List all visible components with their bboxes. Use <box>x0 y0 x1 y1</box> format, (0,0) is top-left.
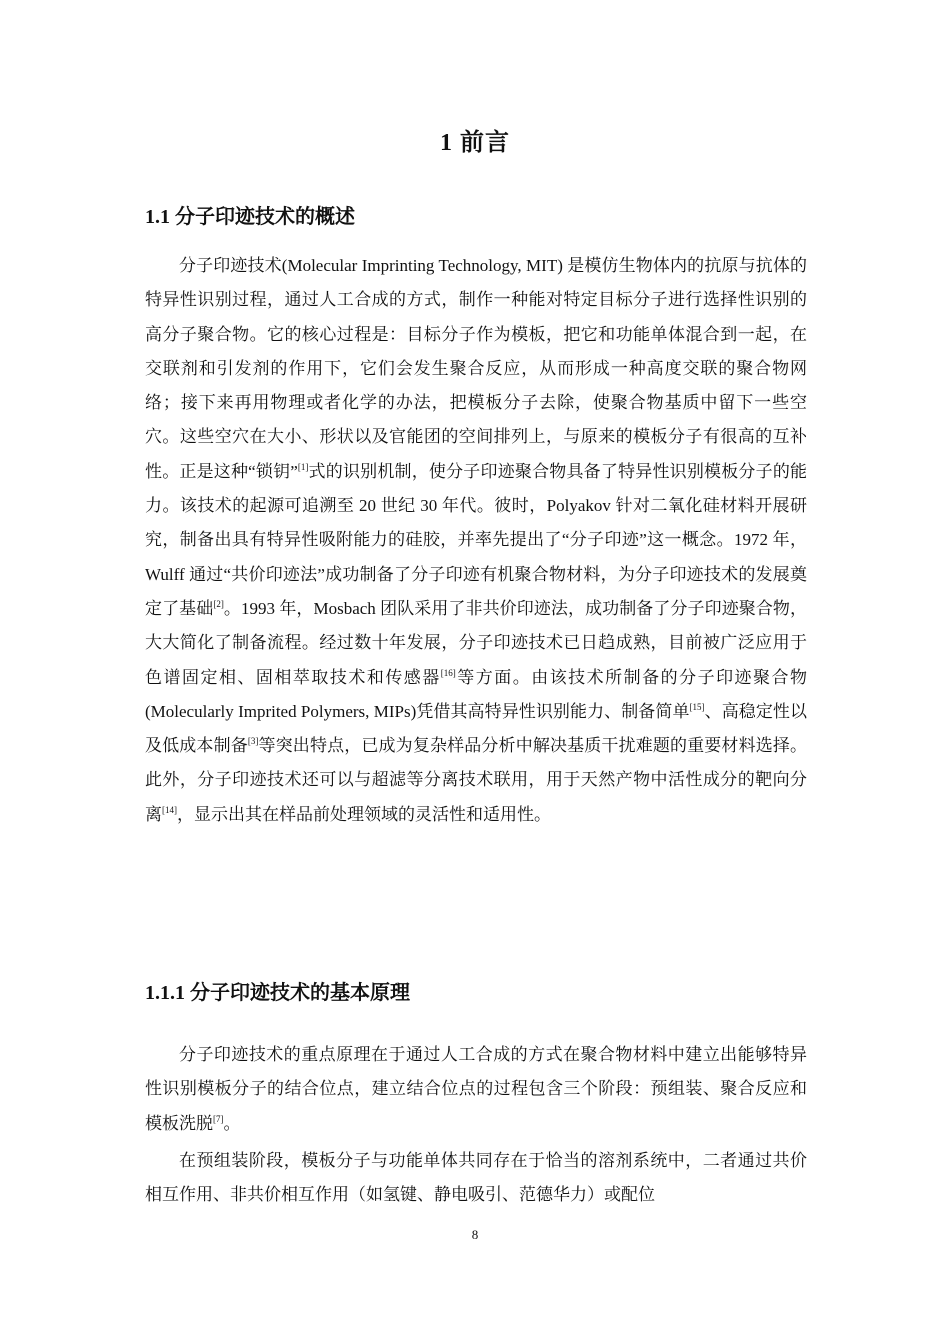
body-paragraph <box>145 1144 807 1213</box>
paragraph-text: 等方面。由该技术所制备的分子印迹聚合物(Molecularly Imprited Polymers, MIPs)凭借其高特异性识别能力、制备简单 <box>145 667 808 721</box>
citation-ref: [15] <box>689 701 705 712</box>
paragraph-text: 式的识别机制，使分子印迹聚合物具备了特异性识别模板分子的能力。该技术的起源可追溯至 20 世纪 30 年代。彼时，Polyakov 针对二氧化硅材料开展研究，制备出具有特异性吸附能力的硅胶，并率先提出了“分子印迹”这一概念。1972 年，Wulff 通过“共价印迹法”成功制备了分子印迹有机聚合物材料，为分子印迹技术的发展奠定了基础 <box>145 461 808 618</box>
citation-ref: [3] <box>247 736 259 747</box>
citation-ref: [16] <box>440 667 456 678</box>
body-paragraph <box>145 1038 807 1141</box>
paragraph-text: 分子印迹技术的重点原理在于通过人工合成的方式在聚合物材料中建立出能够特异性识别模板分子的结合位点，建立结合位点的过程包含三个阶段：预组装、聚合反应和模板洗脱 <box>145 1045 807 1133</box>
paragraph-text: ，显示出其在样品前处理领域的灵活性和适用性。 <box>177 804 551 824</box>
paragraph-text: 、高稳定性以及低成本制备 <box>145 701 808 756</box>
paragraph-text: 在预组装阶段，模板分子与功能单体共同存在于恰当的溶剂系统中，二者通过共价相互作用、非共价相互作用（如氢键、静电吸引、范德华力）或配位 <box>145 1151 807 1205</box>
paragraph-text: 分子印迹技术(Molecular Imprinting Technology, MIT) 是模仿生物体内的抗原与抗体的特异性识别过程，通过人工合成的方式，制作一种能对特定目标分子进行选择性识别的高分子聚合物。它的核心过程是：目标分子作为模板，把它和功能单体混合到一起，在交联剂和引发剂的作用下，它们会发生聚合反应，从而形成一种高度交联的聚合物网络；接下来再用物理或者化学的办法，把模板分子去除，使聚合物基质中留下一些空穴。这些空穴在大小、形状以及官能团的空间排列上，与原来的模板分子有很高的互补性。正是这种“锁钥” <box>145 256 807 481</box>
body-paragraph <box>145 249 807 832</box>
chapter-title: 1 前言 <box>440 130 510 156</box>
paragraph-text: 。 <box>223 1113 241 1133</box>
section-heading-1-1: 1.1 分子印迹技术的概述 <box>145 206 355 228</box>
paragraph-text: 。1993 年，Mosbach 团队采用了非共价印迹法，成功制备了分子印迹聚合物，大大简化了制备流程。经过数十年发展，分子印迹技术已日趋成熟，目前被广泛应用于色谱固定相、固相萃取技术和传感器 <box>145 598 808 687</box>
citation-ref: [1] <box>297 461 309 472</box>
paragraph-text: 等突出特点，已成为复杂样品分析中解决基质干扰难题的重要材料选择。此外，分子印迹技术还可以与超滤等分离技术联用，用于天然产物中活性成分的靶向分离 <box>145 736 808 824</box>
citation-ref: [7] <box>213 1113 224 1124</box>
section-heading-1-1-1: 1.1.1 分子印迹技术的基本原理 <box>145 982 410 1004</box>
citation-ref: [14] <box>162 804 177 815</box>
page-number: 8 <box>471 1227 479 1242</box>
citation-ref: [2] <box>213 598 224 609</box>
